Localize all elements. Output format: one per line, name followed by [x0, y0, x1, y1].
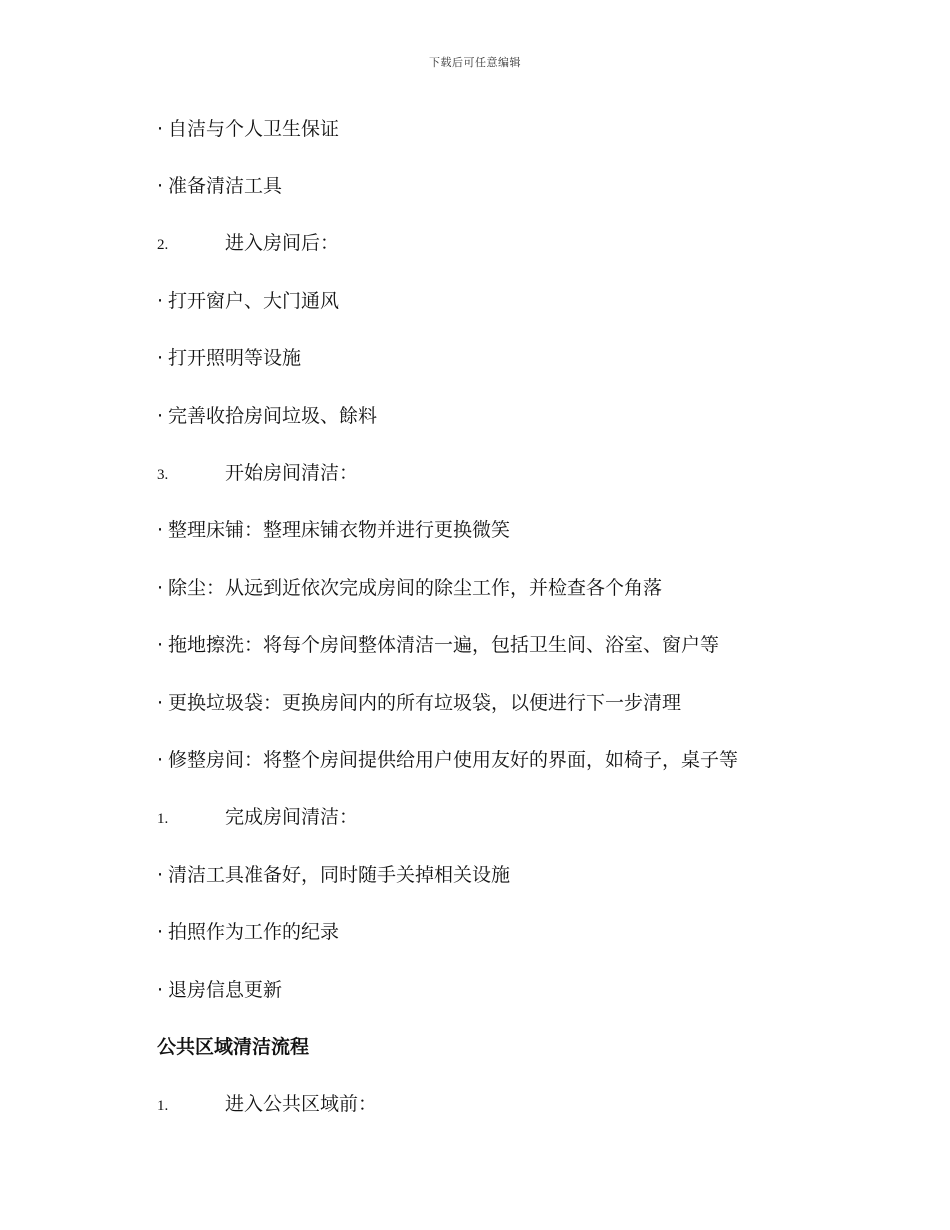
bullet-text: 自洁与个人卫生保证 — [168, 118, 340, 140]
bullet-mark: · — [157, 864, 164, 886]
bullet-item — [157, 575, 662, 601]
item-number: 3. — [157, 467, 169, 483]
bullet-mark: · — [157, 405, 164, 427]
bullet-mark: · — [157, 921, 164, 943]
bullet-mark: · — [157, 634, 164, 656]
bullet-item — [157, 288, 339, 314]
bullet-item — [157, 862, 510, 888]
item-text: 完成房间清洁： — [225, 806, 359, 828]
bullet-item — [157, 747, 738, 773]
bullet-text: 整理床铺：整理床铺衣物并进行更换微笑 — [168, 519, 511, 541]
bullet-text: 完善收拾房间垃圾、餘料 — [168, 405, 378, 427]
numbered-item — [157, 804, 358, 832]
numbered-item — [157, 460, 358, 488]
item-number: 1. — [157, 1098, 169, 1114]
bullet-item — [157, 919, 339, 945]
bullet-item — [157, 403, 377, 429]
bullet-item — [157, 690, 681, 716]
bullet-text: 拖地擦洗：将每个房间整体清洁一遍，包括卫生间、浴室、窗户等 — [168, 634, 720, 656]
numbered-item — [157, 230, 339, 258]
item-number: 2. — [157, 237, 169, 253]
bullet-item — [157, 116, 339, 142]
bullet-text: 打开窗户、大门通风 — [168, 290, 340, 312]
bullet-text: 更换垃圾袋：更换房间内的所有垃圾袋，以便进行下一步清理 — [168, 692, 682, 714]
bullet-item — [157, 977, 282, 1003]
bullet-mark: · — [157, 749, 164, 771]
numbered-item — [157, 1091, 377, 1119]
bullet-mark: · — [157, 175, 164, 197]
bullet-mark: · — [157, 347, 164, 369]
bullet-text: 除尘：从远到近依次完成房间的除尘工作，并检查各个角落 — [168, 577, 663, 599]
bullet-text: 退房信息更新 — [168, 979, 283, 1001]
bullet-mark: · — [157, 519, 164, 541]
item-text: 进入公共区域前： — [225, 1093, 378, 1115]
bullet-mark: · — [157, 692, 164, 714]
item-text: 进入房间后： — [225, 232, 340, 254]
bullet-item — [157, 345, 301, 371]
page-header: 下载后可任意编辑 — [429, 56, 521, 69]
bullet-text: 修整房间：将整个房间提供给用户使用友好的界面，如椅子，桌子等 — [168, 749, 739, 771]
bullet-item — [157, 517, 510, 543]
bullet-text: 清洁工具准备好，同时随手关掉相关设施 — [168, 864, 511, 886]
bullet-mark: · — [157, 979, 164, 1001]
bullet-text: 打开照明等设施 — [168, 347, 302, 369]
bullet-item — [157, 173, 282, 199]
bullet-text: 拍照作为工作的纪录 — [168, 921, 340, 943]
bullet-text: 准备清洁工具 — [168, 175, 283, 197]
item-text: 开始房间清洁： — [225, 462, 359, 484]
bullet-mark: · — [157, 290, 164, 312]
item-number: 1. — [157, 811, 169, 827]
bullet-mark: · — [157, 577, 164, 599]
bullet-mark: · — [157, 118, 164, 140]
section-heading: 公共区域清洁流程 — [157, 1036, 310, 1058]
bullet-item — [157, 632, 719, 658]
